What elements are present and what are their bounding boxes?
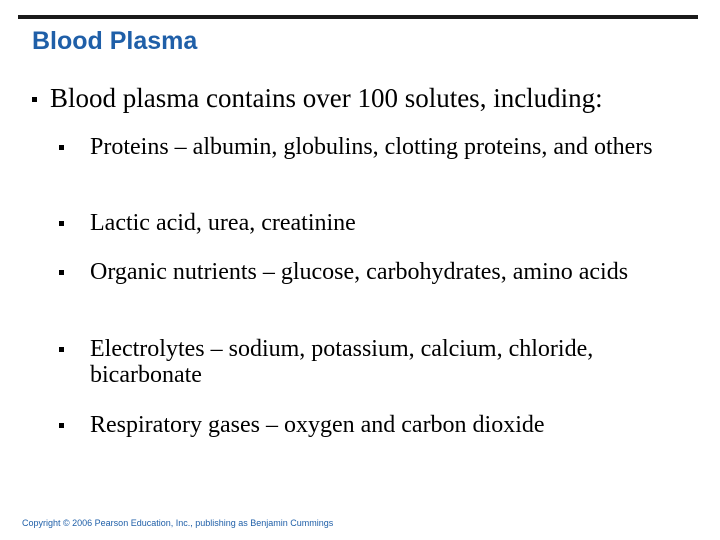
sub-bullet-text: Organic nutrients – glucose, carbohydrates, amino acids: [90, 259, 629, 285]
square-bullet-icon: [59, 221, 64, 226]
sub-bullet-electrolytes: [58, 336, 668, 389]
slide-title: Blood Plasma: [32, 27, 198, 55]
square-bullet-icon: [32, 97, 37, 102]
sub-bullet-proteins: [58, 134, 668, 160]
sub-bullet-text: Lactic acid, urea, creatinine: [90, 210, 356, 236]
square-bullet-icon: [59, 347, 64, 352]
sub-bullet-lactic-acid: [58, 210, 668, 236]
main-bullet-text: Blood plasma contains over 100 solutes, including:: [50, 83, 603, 113]
sub-bullet-text: Proteins – albumin, globulins, clotting proteins, and others: [90, 134, 653, 160]
sub-bullet-text: Electrolytes – sodium, potassium, calcium, chloride, bicarbonate: [90, 336, 594, 389]
square-bullet-icon: [59, 270, 64, 275]
sub-bullet-respiratory-gases: [58, 412, 668, 438]
top-rule: [18, 15, 698, 19]
square-bullet-icon: [59, 423, 64, 428]
sub-bullet-organic-nutrients: [58, 259, 668, 285]
sub-bullet-text: Respiratory gases – oxygen and carbon dioxide: [90, 412, 545, 438]
square-bullet-icon: [59, 145, 64, 150]
copyright-footer: Copyright © 2006 Pearson Education, Inc., publishing as Benjamin Cummings: [22, 518, 334, 528]
